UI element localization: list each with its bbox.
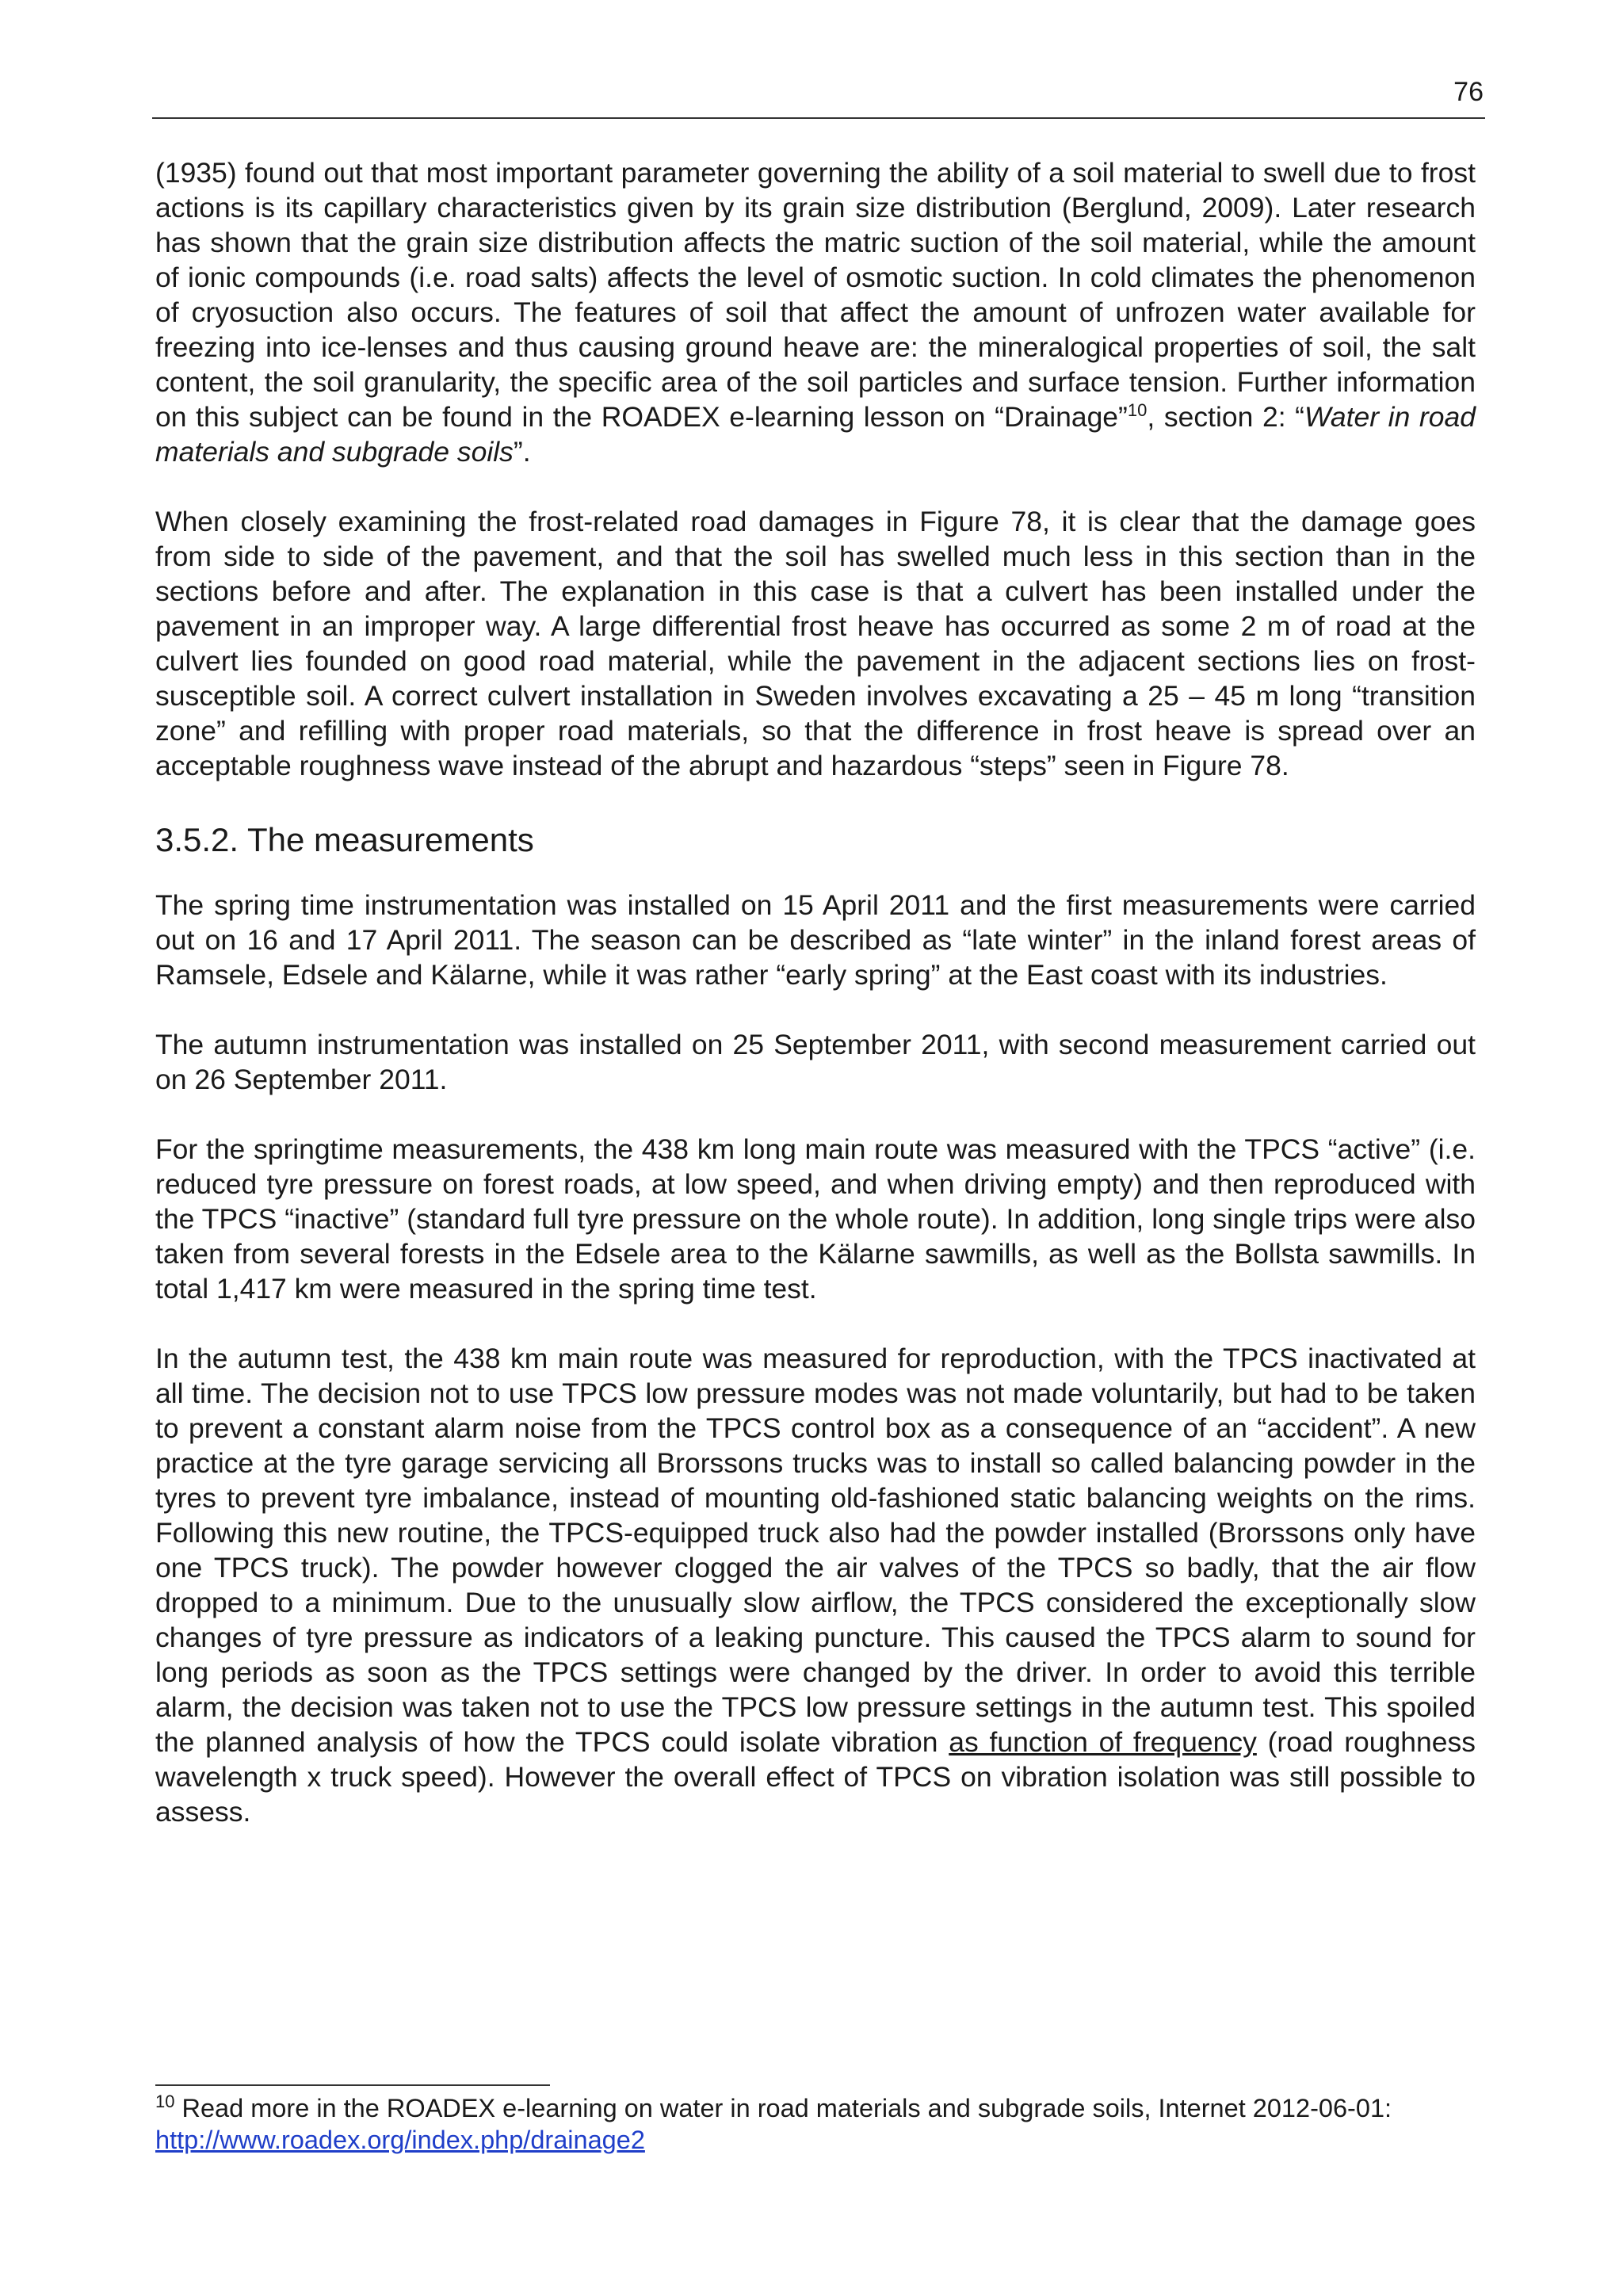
page-number: 76: [1453, 77, 1484, 107]
paragraph-autumn-test-end: (road roughness wavelength x truck speed). However the overall effect of TPCS on vibration isolation was still possible to assess.: [155, 1726, 1476, 1828]
lesson-section-title: Water in road materials and subgrade soils: [155, 401, 1476, 468]
paragraph-culvert: When closely examining the frost-related road damages in Figure 78, it is clear that the damage goes from side to side of the pavement, and that the soil has swelled much less in this section than in the sections before and after. The explanation in this case is that a culvert has been installed under the pavement in an improper way. A large differential frost heave has occurred as some 2 m of road at the culvert lies founded on good road material, while the pavement in the adjacent sections lies on frost-susceptible soil. A correct culvert installation in Sweden involves excavating a 25 – 45 m long “transition zone” and refilling with proper road materials, so that the difference in frost heave is spread over an acceptable roughness wave instead of the abrupt and hazardous “steps” seen in Figure 78.: [155, 506, 1476, 781]
section-heading: 3.5.2. The measurements: [155, 821, 534, 858]
paragraph-springtime-measurements: For the springtime measurements, the 438 km long main route was measured with the TPCS “active” (i.e. reduced tyre pressure on forest roads, at low speed, and when driving empty) and then reproduced with the TPCS “inactive” (standard full tyre pressure on the whole route). In addition, long single trips were also taken from several forests in the Edsele area to the Kälarne sawmills, as well as the Bollsta sawmills. In total 1,417 km were measured in the spring time test.: [155, 1133, 1476, 1305]
paragraph-frost-heave-end: ”.: [513, 436, 531, 468]
footnote: [155, 2092, 1479, 2156]
paragraph-frost-heave-text: (1935) found out that most important parameter governing the ability of a soil material to swell due to frost actions is its capillary characteristics given by its grain size distribution (Berglund, 2009). Later research has shown that the grain size distribution affects the matric suction of the soil material, while the amount of ionic compounds (i.e. road salts) affects the level of osmotic suction. In cold climates the phenomenon of cryosuction also occurs. The features of soil that affect the amount of unfrozen water available for freezing into ice-lenses and thus causing ground heave are: the mineralogical properties of soil, the salt content, the soil granularity, the specific area of the soil particles and surface tension. Further information on this subject can be found in the ROADEX e-learning lesson on “Drainage”: [155, 157, 1476, 433]
footnote-text: Read more in the ROADEX e-learning on water in road materials and subgrade soils, Internet 2012-06-01:: [174, 2094, 1392, 2122]
paragraph-autumn-test-text: In the autumn test, the 438 km main route was measured for reproduction, with the TPCS inactivated at all time. The decision not to use TPCS low pressure modes was not made voluntarily, but had to be taken to prevent a constant alarm noise from the TPCS control box as a consequence of an “accident”. A new practice at the tyre garage servicing all Brorssons trucks was to install so called balancing powder in the tyres to prevent tyre imbalance, instead of mounting old-fashioned static balancing weights on the rims. Following this new routine, the TPCS-equipped truck also had the powder installed (Brorssons only have one TPCS truck). The powder however clogged the air valves of the TPCS so badly, that the air flow dropped to a minimum. Due to the unusually slow airflow, the TPCS considered the exceptionally slow changes of tyre pressure as indicators of a leaking puncture. This caused the TPCS alarm to sound for long periods as soon as the TPCS settings were changed by the driver. In order to avoid this terrible alarm, the decision was taken not to use the TPCS low pressure settings in the autumn test. This spoiled the planned analysis of how the TPCS could isolate vibration: [155, 1343, 1476, 1758]
header-rule: [152, 117, 1485, 119]
paragraph-autumn-instrumentation: The autumn instrumentation was installed on 25 September 2011, with second measurement carried out on 26 September 2011.: [155, 1029, 1476, 1095]
footnote-ref-10[interactable]: 10: [1127, 400, 1148, 421]
paragraph-spring-instrumentation: The spring time instrumentation was installed on 15 April 2011 and the first measurements were carried out on 16 and 17 April 2011. The season can be described as “late winter” in the inland forest areas of Ramsele, Edsele and Kälarne, while it was rather “early spring” at the East coast with its industries.: [155, 889, 1476, 991]
underlined-phrase: as function of frequency: [949, 1726, 1257, 1758]
paragraph-autumn-test: [155, 1341, 1476, 1829]
footnote-number: 10: [155, 2092, 175, 2112]
footnote-rule: [155, 2084, 550, 2086]
paragraph-frost-heave: [155, 155, 1476, 469]
paragraph-frost-heave-mid: , section 2: “: [1147, 401, 1305, 433]
body-text: [155, 155, 1476, 1864]
footnote-link[interactable]: http://www.roadex.org/index.php/drainage2: [155, 2126, 645, 2154]
